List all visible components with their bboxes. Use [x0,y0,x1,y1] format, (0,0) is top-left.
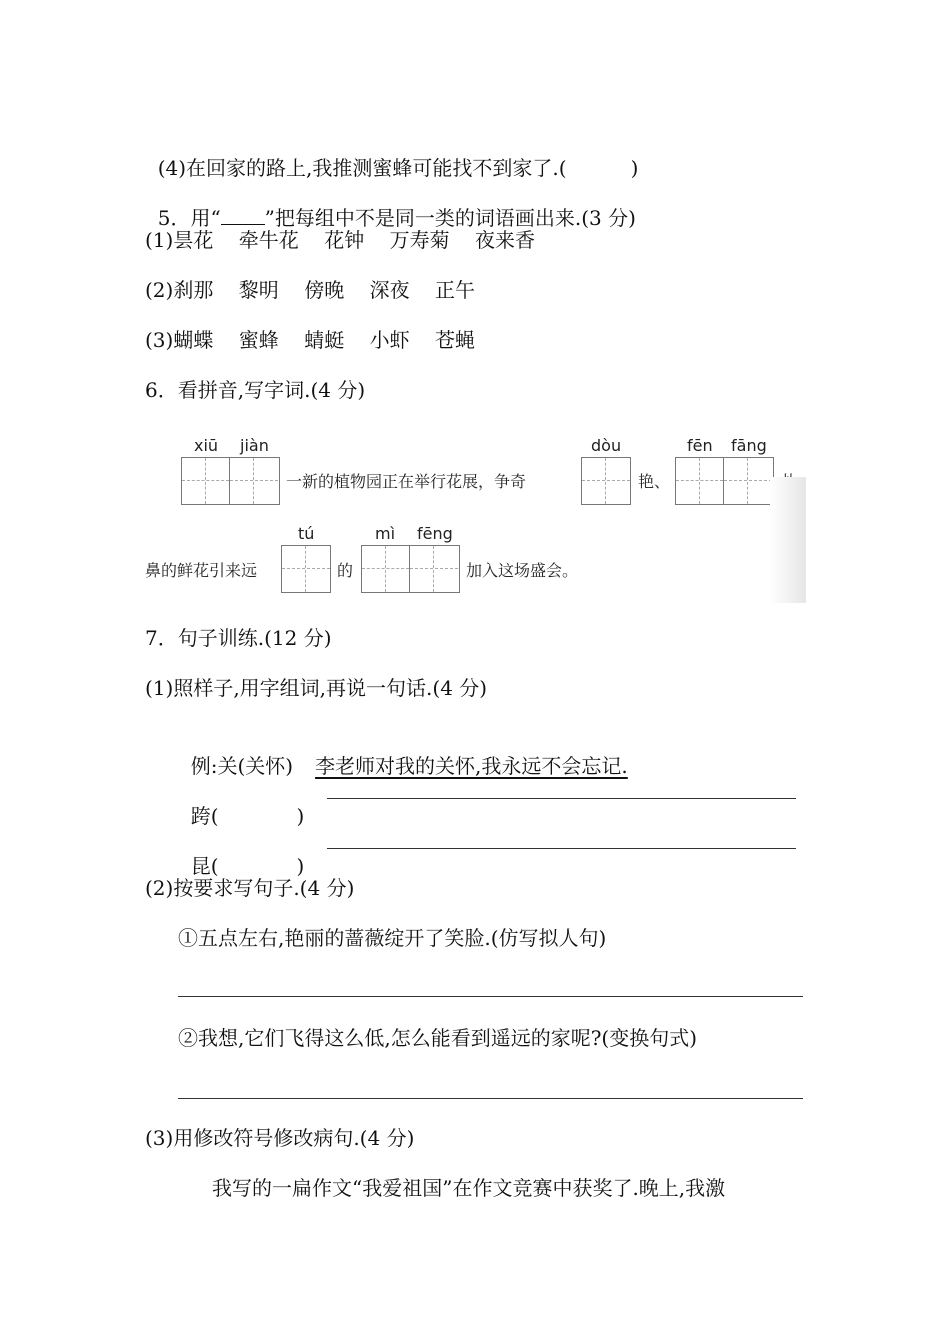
answer-line-kua[interactable] [327,798,796,799]
pinyin-fang: fāng [731,436,767,455]
paren-close: ) [296,854,305,878]
pinyin-jian: jiàn [240,436,269,455]
question-5-item-1: (1)昙花 牵牛花 花钟 万寿菊 夜来香 [145,228,536,252]
answer-paren-close: ) [630,156,639,180]
writing-cell[interactable] [362,546,410,592]
question-7-sub-2: (2)按要求写句子.(4 分) [145,876,355,900]
example-sentence: 李老师对我的关怀,我永远不会忘记. [315,754,628,778]
pinyin-fen: fēn [687,436,713,455]
question-7-sub-1: (1)照样子,用字组词,再说一句话.(4 分) [145,676,488,700]
writing-grid-mifeng[interactable] [361,545,460,593]
passage-text-1: 一新的植物园正在举行花展，争奇 [286,472,527,491]
answer-line-2[interactable] [178,1098,803,1099]
writing-grid-tu[interactable] [281,545,331,593]
question-5-title-post: ”把每组中不是同一类的词语画出来.(3 分) [264,206,636,230]
pinyin-feng: fēng [417,524,453,543]
example-row [178,724,628,780]
example-label: 例:关(关怀) [190,754,294,778]
question-5-item-3: (3)蝴蝶 蜜蜂 蜻蜓 小虾 苍蝇 [145,328,476,352]
sentence-task-2: ②我想,它们飞得这么低,怎么能看到遥远的家呢?(变换句式) [178,1026,698,1050]
char-kua: 跨( [190,804,219,828]
question-4-4 [145,126,638,182]
question-5-title-pre: 5．用“ [157,206,221,230]
writing-grid-dou[interactable] [581,457,631,505]
word-row-kua [178,774,304,830]
question-7-title: 7．句子训练.(12 分) [145,626,332,650]
writing-grid-fenfang[interactable] [675,457,774,505]
writing-cell[interactable] [182,458,230,504]
writing-cell[interactable] [410,546,458,592]
char-kun: 昆( [190,854,219,878]
writing-cell[interactable] [282,546,330,592]
question-6-title: 6．看拼音,写字词.(4 分) [145,378,366,402]
word-row-kun [178,824,304,880]
pinyin-xiu: xiū [194,436,219,455]
passage-text-6: 加入这场盛会。 [466,561,579,580]
pinyin-dou: dòu [591,436,622,455]
underline-blank [221,224,265,225]
passage-text-2: 艳、 [638,472,671,491]
pinyin-tu: tú [298,524,315,543]
passage-text-4: 鼻的鲜花引来远 [145,561,258,580]
question-7-sub-3: (3)用修改符号修改病句.(4 分) [145,1126,415,1150]
sentence-task-1: ①五点左右,艳丽的蔷薇绽开了笑脸.(仿写拟人句) [178,926,607,950]
answer-line-1[interactable] [178,996,803,997]
question-4-4-text: (4)在回家的路上,我推测蜜蜂可能找不到家了.( [157,156,567,180]
sick-sentence: 我写的一扁作文“我爱祖国”在作文竞赛中获奖了.晚上,我激 [212,1176,726,1200]
writing-grid-xiujian[interactable] [181,457,280,505]
writing-cell[interactable] [724,458,772,504]
passage-text-5: 的 [337,561,354,580]
answer-line-kun[interactable] [327,848,796,849]
writing-cell[interactable] [582,458,630,504]
scan-shadow [770,477,806,603]
paren-close: ) [296,804,305,828]
writing-cell[interactable] [676,458,724,504]
writing-cell[interactable] [230,458,278,504]
pinyin-mi: mì [375,524,396,543]
question-5-title [145,176,636,232]
question-5-item-2: (2)刹那 黎明 傍晚 深夜 正午 [145,278,476,302]
